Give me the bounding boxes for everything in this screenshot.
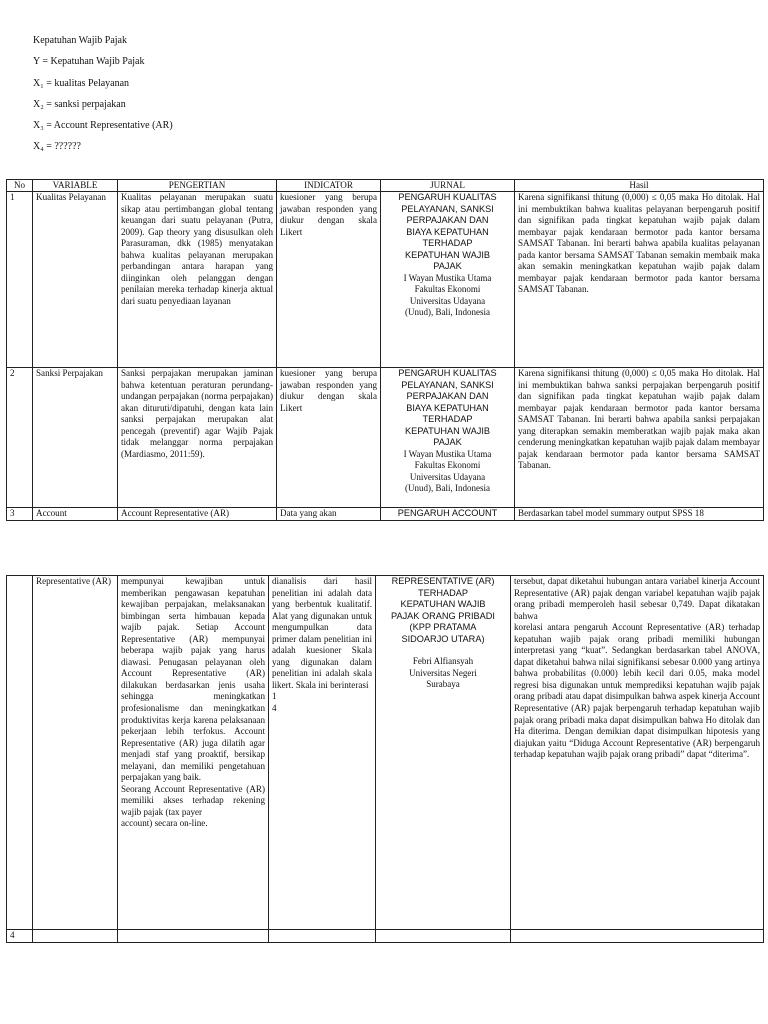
table-row [7,930,764,943]
row-number: 2 [7,368,33,508]
jurnal-title-line: TERHADAP [417,587,469,598]
jurnal-faculty: Fakultas Ekonomi [414,284,481,294]
variable-name [33,930,118,943]
header-hasil: Hasil [515,180,764,192]
hasil-text: tersebut, dapat diketahui hubungan antara variabel kinerja Account Representative (AR) pajak dengan variabel kepatuhan wajib pajak orang pribadi memperoleh hasil sebesar 0,749. Dapat dikatakan bahwa [514,576,760,621]
pengertian-cell [118,576,269,930]
header-y-definition: Y = Kepatuhan Wajib Pajak [33,56,145,68]
hasil-text: korelasi antara pengaruh Account Representative (AR) terhadap kepatuhan wajib pajak orang pribadi memiliki hubungan interpretasi yang “kuat”. Sedangkan berdasarkan tabel ANOVA, dapat diketahui bahwa nilai signifikansi sebesar 0.000 yang artinya bahwa probabilitas (0.000) lebih kecil dari 0.05, maka model regresi bisa digunakan untuk memprediksi kepatuhan wajib pajak orang pribadi atau dapat disimpulkan bahwa aspek kinerja Account Representative (AR) pajak berpengaruh terhadap kepatuhan wajib pajak orang pribadi maka dapat disimpulkan bahwa Ho ditolak dan Ha diterima. Dengan demikian dapat disimpulkan hipotesis yang diajukan yaitu “Diduga Account Representative (AR) berpengaruh terhadap kepatuhan wajib pajak orang pribadi” dapat “diterima”. [514,622,760,760]
header-x4-definition: X₄ = ?????? [33,141,81,153]
indicator-text: dianalisis dari hasil penelitian ini adalah data yang berbentuk kualitatif. Alat yang digunakan untuk mengumpulkan data primer dalam penelitian ini adalah kuesioner Skala yang digunakan dalam penelitian ini adalah skala likert. Skala ini berinterasi [272,576,372,690]
document-header [33,34,173,162]
pengertian-text [118,930,269,943]
row-number [7,576,33,930]
pengertian-text: Kualitas pelayanan merupakan suatu sikap atau pertimbangan global tentang keuangan dari suatu pelayanan (Putra, 2009). Gap theory yang disusulkan oleh Parasuraman, dkk (1985) menyatakan bahwa kualitas pelayanan merupakan perbandingan antara harapan yang diinginkan oleh pelanggan dengan penilaian mereka terhadap kinerja aktual dari suatu penyediaan layanan [118,192,277,368]
jurnal-title-line: PENGARUH ACCOUNT [381,508,515,521]
jurnal-location: (Unud), Bali, Indonesia [405,483,490,493]
jurnal-title-line: PERPAJAKAN DAN [406,215,489,225]
variables-table-continued [6,575,764,943]
table-row [7,368,764,508]
hasil-text: Karena signifikansi thitung (0,000) ≤ 0,05 maka Ho ditolak. Hal ini membuktikan bahwa sanksi perpajakan berpengaruh positif dan signifikan pada tingkat kepatuhan wajib pajak dalam membayar pajak kendaraan bermotor pada kantor bersama SAMSAT Tabanan. Ini berarti bahwa apabila sanksi perpajakan yang diterapkan semakin memberatkan wajib pajak maka akan cenderung meningkatkan kepatuhan wajib pajak dalam membayar pajak kendaraan bermotor pada kantor bersama SAMSAT Tabanan. [515,368,764,508]
jurnal-title-line: REPRESENTATIVE (AR) [391,576,495,586]
indicator-text: kuesioner yang berupa jawaban responden yang diukur dengan skala Likert [277,368,381,508]
row-number: 3 [7,508,33,521]
hasil-text [511,930,764,943]
pengertian-text: account) secara on-line. [121,818,208,829]
pengertian-text: Sanksi perpajakan merupakan jaminan bahwa ketentuan peraturan perundang-undangan perpajakan (norma perpajakan) akan dituruti/dipatuhi, dengan kata lain sanksi perpajakan merupakan alat pencegah (preventif) agar Wajib Pajak tidak melanggar norma perpajakan (Mardiasmo, 2011:59). [118,368,277,508]
header-x1-definition: X₁ = kualitas Pelayanan [33,77,130,89]
variables-table [6,179,764,521]
table-row [7,576,764,930]
header-x3-definition: X₃ = Account Representative (AR) [33,120,173,132]
jurnal-title-line: BIAYA KEPATUHAN [406,226,489,237]
jurnal-location: (Unud), Bali, Indonesia [405,307,490,317]
pengertian-text: Seorang Account Representative (AR) memiliki akses terhadap rekening wajib pajak (tax payer [121,783,265,817]
header-indicator: INDICATOR [277,180,381,192]
jurnal-cell [376,930,511,943]
jurnal-spacer [379,645,507,656]
jurnal-title-line: BIAYA KEPATUHAN [406,402,489,413]
jurnal-author: I Wayan Mustika Utama [403,272,492,283]
indicator-text: kuesioner yang berupa jawaban responden yang diukur dengan skala Likert [277,192,381,368]
variable-name: Sanksi Perpajakan [33,368,118,508]
jurnal-title-line: SIDOARJO UTARA) [401,633,485,644]
jurnal-title-line: PAJAK [433,261,462,271]
jurnal-title-line: TERHADAP [422,238,473,248]
indicator-text: Data yang akan [277,508,381,521]
header-variable: VARIABLE [33,180,118,192]
jurnal-title-line: PENGARUH KUALITAS [398,368,497,378]
jurnal-university: Universitas Udayana [409,471,486,482]
header-no: No [7,180,33,192]
jurnal-university: Universitas Udayana [409,295,486,306]
jurnal-title-line: PENGARUH KUALITAS [398,192,497,202]
table-row [7,192,764,368]
jurnal-cell [376,576,511,930]
jurnal-cell [381,368,515,508]
variable-name: Account [33,508,118,521]
row-number: 1 [7,192,33,368]
indicator-cell [269,576,376,930]
jurnal-university: Universitas Negeri [409,667,477,678]
indicator-text [269,930,376,943]
row-number: 4 [7,930,33,943]
jurnal-title-line: PELAYANAN, SANKSI [401,203,494,214]
jurnal-title-line: KEPATUHAN WAJIB [404,425,491,436]
jurnal-title-line: KEPATUHAN WAJIB [404,249,491,260]
pengertian-text: Account Representative (AR) [118,508,277,521]
hasil-text: Karena signifikansi thitung (0,000) ≤ 0,05 maka Ho ditolak. Hal ini membuktikan bahwa kualitas pelayanan berpengaruh positif dan signifikan pada tingkat kepatuhan wajib pajak dalam membayar pajak kendaraan bermotor pada kantor bersama SAMSAT Tabanan. Ini berarti bahwa apabila kualitas pelayanan pada kantor bersama SAMSAT Tabanan semakin membaik maka akan semakin meningkatkan kepatuhan wajib pajak dalam membayar pajak kendaraan bermotor pada kantor bersama SAMSAT Tabanan. [515,192,764,368]
jurnal-author: Febri Alfiansyah [412,656,474,666]
jurnal-faculty: Fakultas Ekonomi [414,460,481,470]
jurnal-title-line: PELAYANAN, SANKSI [401,379,494,390]
variable-name: Representative (AR) [33,576,118,930]
indicator-scale-max: 4 [272,703,277,714]
table-row [7,508,764,521]
jurnal-location: Surabaya [426,679,460,689]
jurnal-title-line: KEPATUHAN WAJIB [400,599,486,609]
hasil-text: Berdasarkan tabel model summary output SPSS 18 [515,508,764,521]
header-pengertian: PENGERTIAN [118,180,277,192]
header-x2-definition: X₂ = sanksi perpajakan [33,98,126,110]
jurnal-title-line: PERPAJAKAN DAN [406,391,489,401]
jurnal-author: I Wayan Mustika Utama [403,448,492,459]
jurnal-title-line: (KPP PRATAMA [409,622,477,632]
header-title: Kepatuhan Wajib Pajak [33,35,127,46]
jurnal-title-line: PAJAK [433,437,462,447]
jurnal-title-line: PAJAK ORANG PRIBADI [391,610,495,621]
hasil-cell [511,576,764,930]
header-jurnal: JURNAL [381,180,515,192]
jurnal-cell [381,192,515,368]
pengertian-text: mempunyai kewajiban untuk memberikan pengawasan kepatuhan kewajiban perpajakan, melaksanakan bimbingan serta himbauan kepada wajib pajak. Setiap Account Representative (AR) mempunyai beberapa wajib pajak yang harus diawasi. Penugasan pelayanan oleh Account Representative (AR) dilakukan berdasarkan jenis usaha sehingga meningkatkan profesionalisme dan meningkatkan produktivitas kerja karena pelaksanaan pekerjaan lebih terfokus. Account Representative (AR) juga dilatih agar menjadi staf yang proaktif, bersikap melayani, dan memiliki pengetahuan perpajakan yang baik. [121,576,265,783]
indicator-scale-min: 1 [272,691,277,702]
variable-name: Kualitas Pelayanan [33,192,118,368]
table-header-row [7,180,764,192]
jurnal-title-line: TERHADAP [422,414,473,424]
